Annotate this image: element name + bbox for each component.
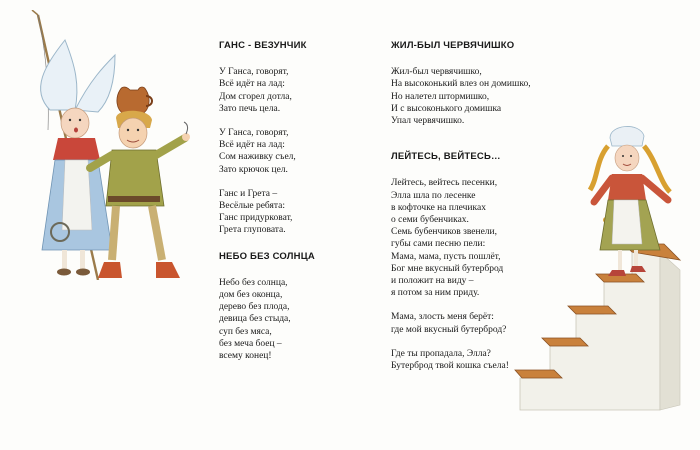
verse-line: Небо без солнца, bbox=[219, 277, 288, 288]
verse-line: Всё идёт на лад: bbox=[219, 79, 285, 90]
verse-line: о семи бубенчиках. bbox=[391, 215, 469, 226]
verse-line: У Ганса, говорят, bbox=[219, 67, 289, 78]
verse-line: Дом сгорел дотла, bbox=[219, 91, 292, 102]
verse-line: дерево без плода, bbox=[219, 302, 290, 313]
stanza bbox=[391, 66, 571, 127]
verse-line: дом без оконца, bbox=[219, 290, 283, 301]
verse-line: Зато крючок цел. bbox=[219, 164, 288, 175]
hans-and-greta-illustration bbox=[20, 10, 200, 280]
verse-line: Ганс и Грета – bbox=[219, 188, 278, 199]
verse-line: И с высоконького домишка bbox=[391, 103, 502, 114]
verse-line: Семь бубенчиков звенели, bbox=[391, 227, 497, 238]
verse-line: Грета глуповата. bbox=[219, 225, 286, 236]
verse-line: суп без мяса, bbox=[219, 326, 272, 337]
verse-line: всему конец! bbox=[219, 351, 272, 362]
verse-line: Сом наживку съел, bbox=[219, 152, 296, 163]
verse-line: девица без стыда, bbox=[219, 314, 291, 325]
poem-little-worm bbox=[391, 40, 571, 127]
poem-title: ГАНС - ВЕЗУНЧИК bbox=[219, 40, 307, 51]
poem-sky-without-sun bbox=[219, 251, 379, 363]
verse-line: Но налетел штормишко, bbox=[391, 91, 490, 102]
verse-line: где мой вкусный бутерброд? bbox=[391, 324, 507, 335]
verse-line: без меча боец – bbox=[219, 338, 282, 349]
poem-title: ЛЕЙТЕСЬ, ВЕЙТЕСЬ… bbox=[391, 151, 501, 163]
stanza bbox=[219, 66, 379, 115]
verse-line: На высоконький влез он домишко, bbox=[391, 79, 531, 90]
verse-line: У Ганса, говорят, bbox=[219, 128, 289, 139]
verse-line: Мама, мама, пусть пошлёт, bbox=[391, 251, 501, 262]
left-text-column bbox=[219, 40, 379, 374]
verse-line: Всё идёт на лад: bbox=[219, 140, 285, 151]
verse-line: Упал червячишко. bbox=[391, 116, 465, 127]
verse-line: Лейтесь, вейтесь песенки, bbox=[391, 178, 498, 189]
ella-on-stairs-illustration bbox=[510, 120, 695, 420]
verse-line: и положит на виду – bbox=[391, 276, 474, 287]
verse-line: Зато печь цела. bbox=[219, 103, 281, 114]
poem-hans bbox=[219, 40, 379, 237]
poem-title: НЕБО БЕЗ СОЛНЦА bbox=[219, 250, 315, 262]
verse-line: Где ты пропадала, Элла? bbox=[391, 348, 491, 359]
stanza bbox=[219, 127, 379, 176]
verse-line: Жил-был червячишко, bbox=[391, 67, 482, 78]
verse-line: Ганс придурковат, bbox=[219, 213, 293, 224]
verse-line: Элла шла по лесенке bbox=[391, 190, 476, 201]
verse-line: в кофточке на плечиках bbox=[391, 202, 486, 213]
verse-line: Мама, злость меня берёт: bbox=[391, 312, 494, 323]
verse-line: губы сами песню пели: bbox=[391, 239, 486, 250]
verse-line: Весёлые ребята: bbox=[219, 201, 285, 212]
stanza bbox=[219, 188, 379, 237]
verse-line: Бутерброд твой кошка съела! bbox=[391, 361, 509, 372]
poem-title: ЖИЛ-БЫЛ ЧЕРВЯЧИШКО bbox=[391, 40, 515, 51]
verse-line: Бог мне вкусный бутерброд bbox=[391, 263, 504, 274]
stanza bbox=[219, 277, 379, 362]
verse-line: я потом за ним приду. bbox=[391, 288, 480, 299]
